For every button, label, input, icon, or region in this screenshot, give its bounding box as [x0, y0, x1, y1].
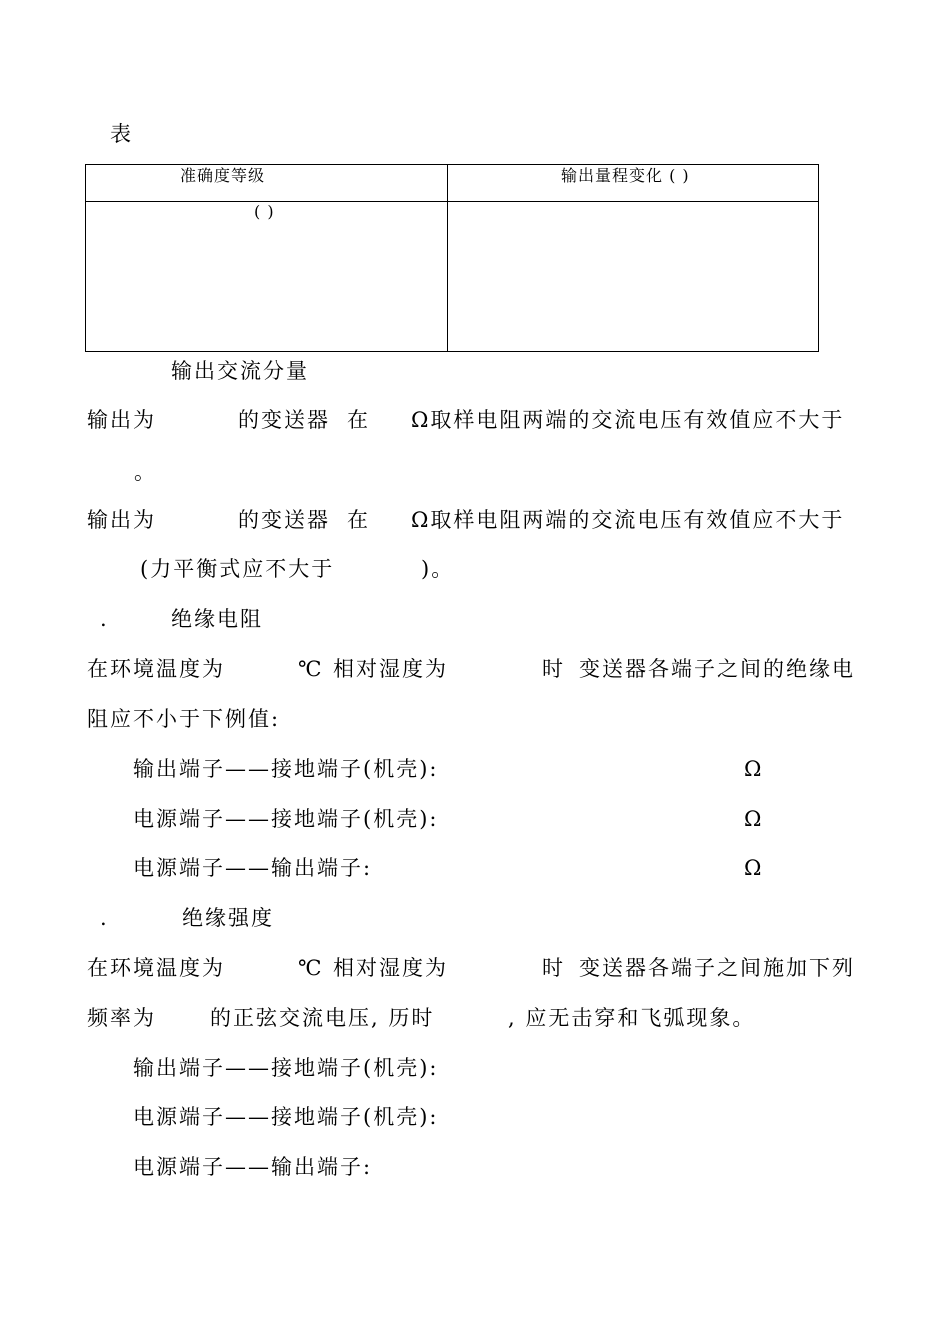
ac-line1-sampling-resistor: Ω取样电阻两端的交流电压有效值应不大于: [411, 408, 845, 432]
ir-line1-relative-humidity: 相对湿度为: [333, 657, 448, 681]
ir-line1-when: 时: [542, 657, 565, 681]
is-line1-terminals: 变送器各端子之间施加下列: [579, 956, 855, 980]
ir-item-output-ground-unit: Ω: [744, 757, 764, 781]
is-item-power-ground-label: 电源端子——接地端子(机壳):: [133, 1105, 439, 1129]
is-line2-frequency: 频率为: [87, 1006, 156, 1030]
ac-line4-close: )。: [421, 557, 455, 581]
ir-item-power-output-unit: Ω: [744, 856, 764, 880]
is-line1-celsius: ℃: [298, 956, 324, 980]
ac-line3-output-is: 输出为: [87, 508, 156, 532]
ir-line1-terminals: 变送器各端子之间的绝缘电: [579, 657, 855, 681]
is-line1-ambient-temp: 在环境温度为: [87, 956, 225, 980]
ir-line2-not-less-than: 阻应不小于下例值:: [87, 707, 281, 731]
is-item-power-output-label: 电源端子——输出端子:: [133, 1155, 373, 1179]
table-caption: 表: [110, 122, 133, 146]
section-heading-ac-output: 输出交流分量: [171, 359, 309, 383]
ir-item-output-ground-label: 输出端子——接地端子(机壳):: [133, 757, 439, 781]
ac-line1-output-is: 输出为: [87, 408, 156, 432]
is-line2-sine-voltage: 的正弦交流电压, 历时: [210, 1006, 435, 1030]
section-number-insulation-resistance: .: [100, 607, 109, 631]
section-heading-insulation-resistance: 绝缘电阻: [171, 607, 263, 631]
accuracy-table: [85, 164, 819, 352]
ac-line2-period: 。: [134, 460, 157, 484]
is-line1-relative-humidity: 相对湿度为: [333, 956, 448, 980]
section-heading-insulation-strength: 绝缘强度: [182, 906, 274, 930]
is-item-output-ground-label: 输出端子——接地端子(机壳):: [133, 1056, 439, 1080]
ac-line4-force-balance: (力平衡式应不大于: [140, 557, 335, 581]
ac-line3-transmitter: 的变送器: [238, 508, 330, 532]
ir-line1-celsius: ℃: [298, 657, 324, 681]
ir-item-power-ground-label: 电源端子——接地端子(机壳):: [133, 807, 439, 831]
ac-line1-transmitter: 的变送器: [238, 408, 330, 432]
ac-line3-sampling-resistor: Ω取样电阻两端的交流电压有效值应不大于: [411, 508, 845, 532]
table-column-divider: [447, 165, 448, 351]
section-number-insulation-strength: .: [100, 906, 109, 930]
table-header-accuracy-class: 准确度等级: [180, 166, 266, 185]
table-header-divider: [86, 201, 818, 202]
ir-item-power-output-label: 电源端子——输出端子:: [133, 856, 373, 880]
ir-line1-ambient-temp: 在环境温度为: [87, 657, 225, 681]
ac-line1-at: 在: [347, 408, 370, 432]
table-cell-accuracy-value: ( ): [254, 202, 275, 221]
table-header-output-range-change: 输出量程变化 ( ): [561, 166, 690, 185]
ac-line3-at: 在: [347, 508, 370, 532]
ir-item-power-ground-unit: Ω: [744, 807, 764, 831]
is-line2-no-breakdown: , 应无击穿和飞弧现象。: [508, 1006, 756, 1030]
is-line1-when: 时: [542, 956, 565, 980]
